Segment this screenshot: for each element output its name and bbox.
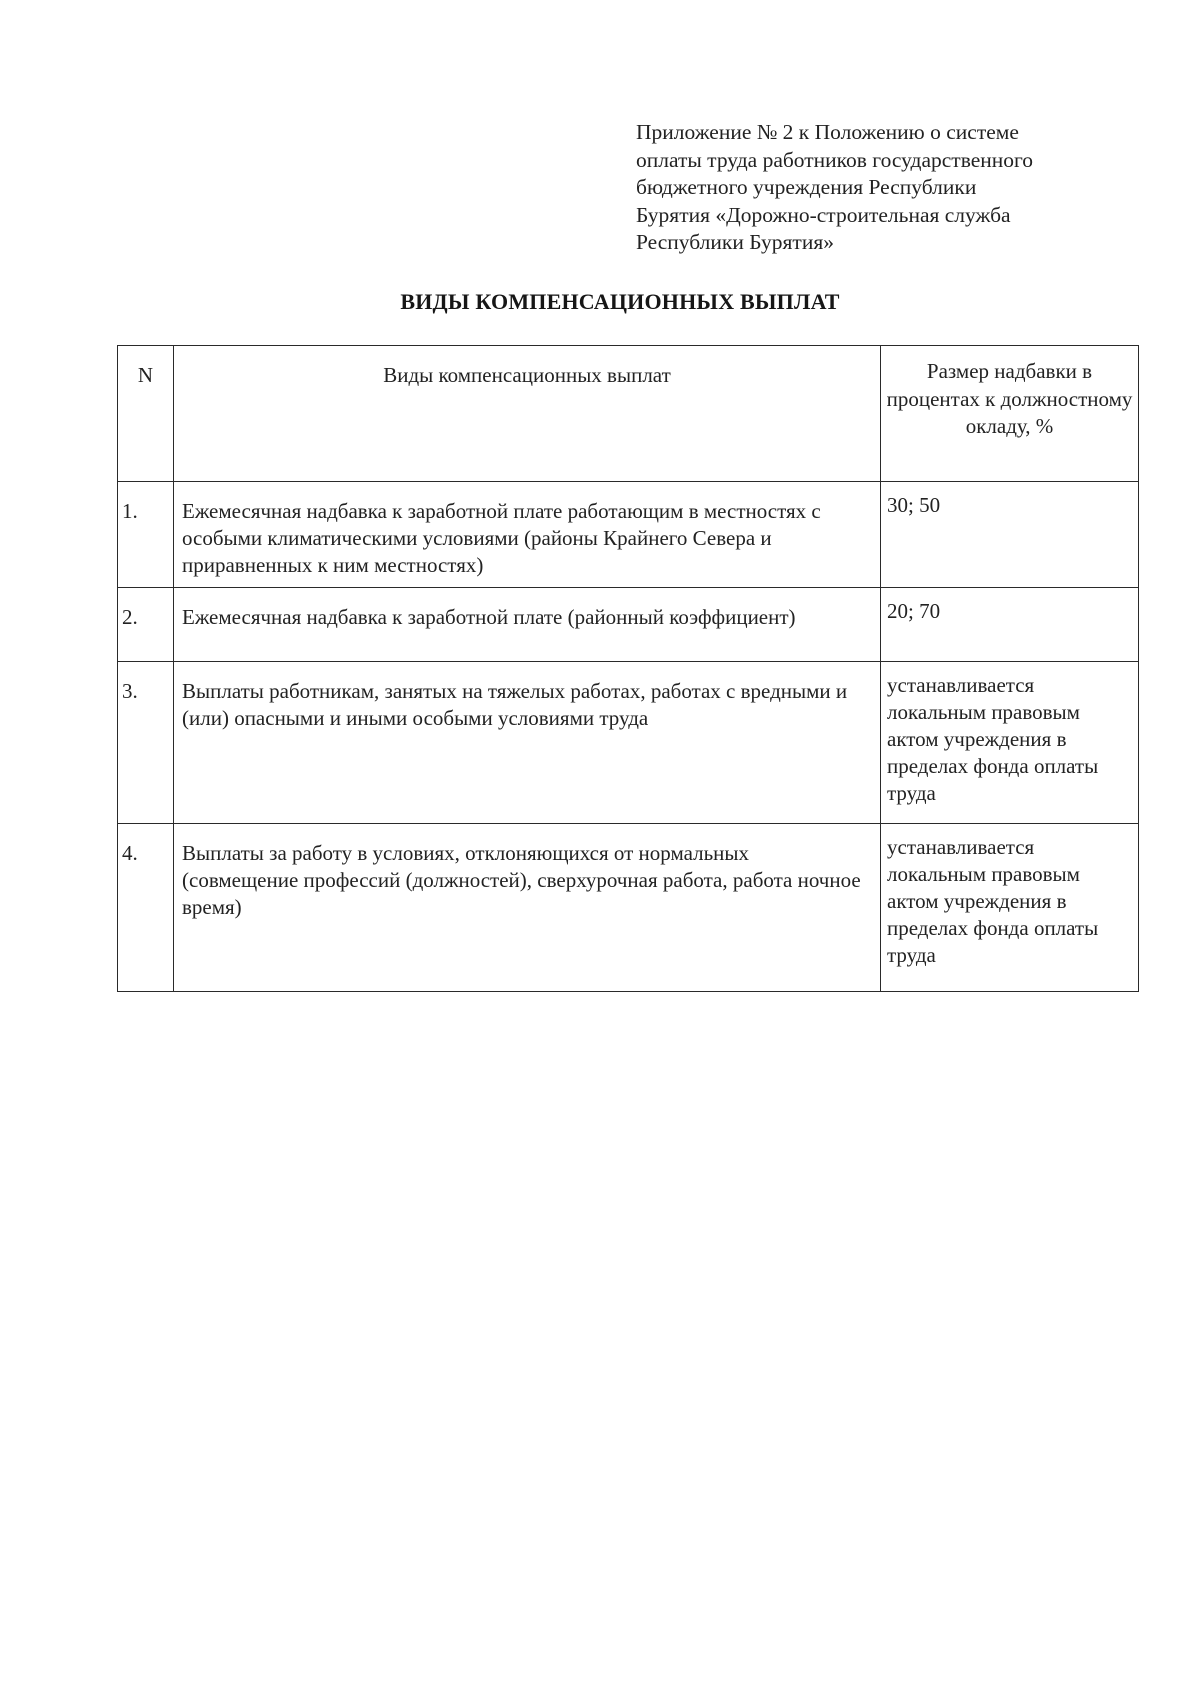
table-row — [118, 588, 1139, 662]
table-row — [118, 824, 1139, 992]
header-size: Размер надбавки в процентах к должностному окладу, % — [881, 346, 1139, 482]
table-row — [118, 662, 1139, 824]
header-type: Виды компенсационных выплат — [174, 346, 881, 482]
table-row — [118, 482, 1139, 588]
appendix-note: Приложение № 2 к Положению о системе оплаты труда работников государственного бюджетного учреждения Республики Бурятия «Дорожно-строительная служба Республики Бурятия» — [636, 120, 1034, 254]
row-value: 30; 50 — [881, 482, 1139, 588]
document-title: ВИДЫ КОМПЕНСАЦИОННЫХ ВЫПЛАТ — [400, 289, 840, 314]
row-value: устанавливается локальным правовым актом учреждения в пределах фонда оплаты труда — [881, 824, 1139, 992]
row-value: 20; 70 — [881, 588, 1139, 662]
compensation-table — [117, 345, 1139, 992]
row-type: Выплаты работникам, занятых на тяжелых работах, работах с вредными и (или) опасными и иными особыми условиями труда — [174, 662, 881, 824]
header-number: N — [118, 346, 174, 482]
row-number: 2. — [118, 588, 174, 662]
row-number: 4. — [118, 824, 174, 992]
row-value: устанавливается локальным правовым актом учреждения в пределах фонда оплаты труда — [881, 662, 1139, 824]
row-number: 3. — [118, 662, 174, 824]
row-type: Ежемесячная надбавка к заработной плате работающим в местностях с особыми климатическими условиями (районы Крайнего Севера и приравненных к ним местностях) — [174, 482, 881, 588]
table-header-row — [118, 346, 1139, 482]
row-type: Ежемесячная надбавка к заработной плате (районный коэффициент) — [174, 588, 881, 662]
row-number: 1. — [118, 482, 174, 588]
row-type: Выплаты за работу в условиях, отклоняющихся от нормальных (совмещение профессий (должностей), сверхурочная работа, работа ночное время) — [174, 824, 881, 992]
